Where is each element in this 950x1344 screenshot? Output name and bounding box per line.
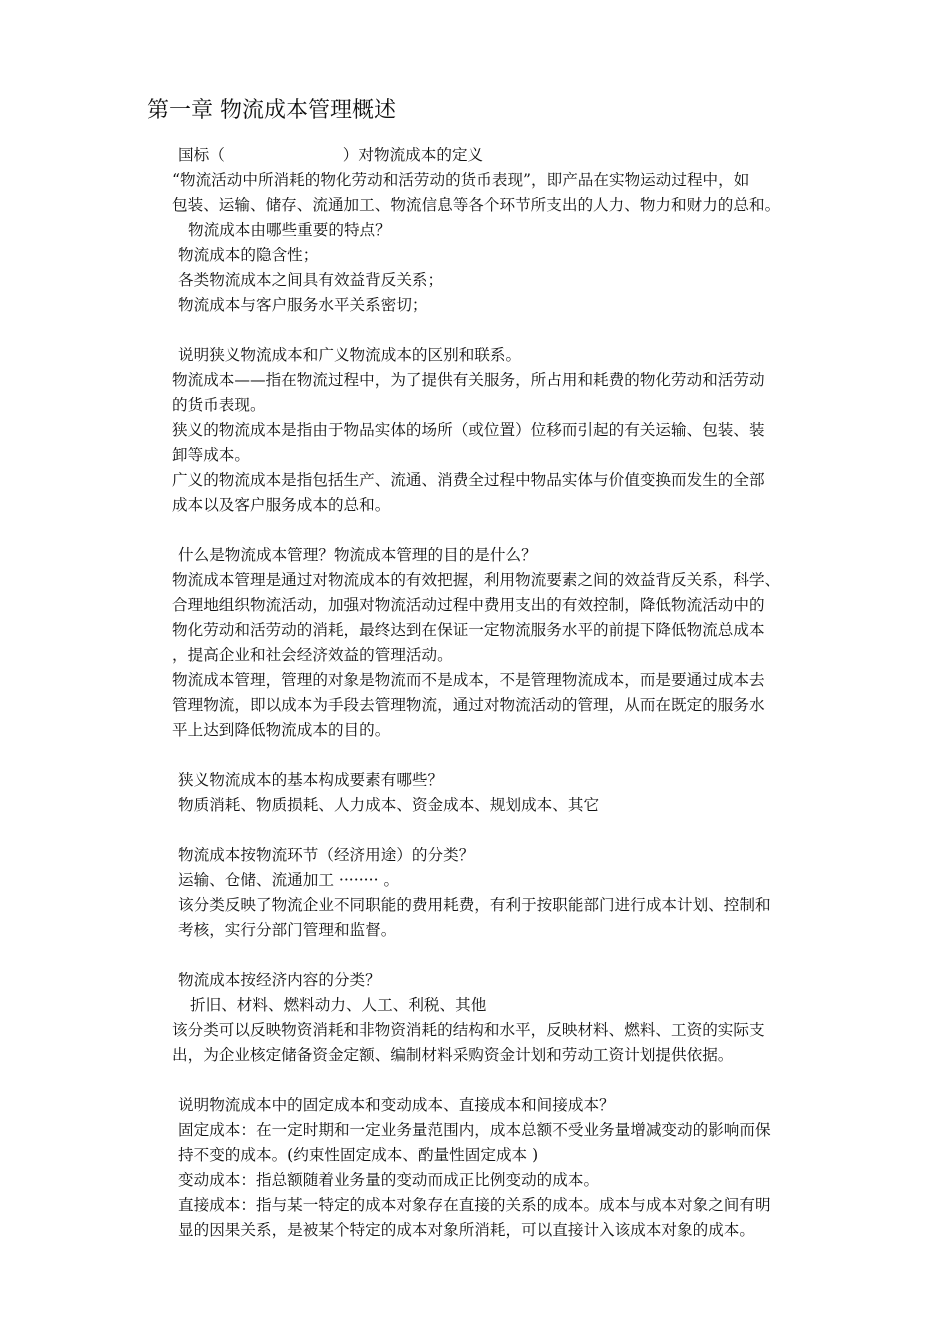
question-heading: 说明物流成本中的固定成本和变动成本、直接成本和间接成本？	[178, 1096, 615, 1114]
definition-heading-prefix: 国标（	[178, 146, 225, 164]
paragraph-line: 该分类反映了物流企业不同职能的费用耗费，有利于按职能部门进行成本计划、控制和	[178, 896, 771, 914]
paragraph-line: 成本以及客户服务成本的总和。	[172, 496, 391, 514]
paragraph-line: 出，为企业核定储备资金定额、编制材料采购资金计划和劳动工资计划提供依据。	[172, 1046, 734, 1064]
paragraph-line: 变动成本：指总额随着业务量的变动而成正比例变动的成本。	[178, 1171, 600, 1189]
paragraph-line: “物流活动中所消耗的物化劳动和活劳动的货币表现”，即产品在实物运动过程中，如	[172, 171, 750, 189]
paragraph-line: 折旧、材料、燃料动力、人工、利税、其他	[190, 996, 487, 1014]
paragraph-line: 物质消耗、物质损耗、人力成本、资金成本、规划成本、其它	[178, 796, 600, 814]
question-heading: 物流成本按物流环节（经济用途）的分类？	[178, 846, 475, 864]
paragraph-line: 包装、运输、储存、流通加工、物流信息等各个环节所支出的人力、物力和财力的总和。	[172, 196, 781, 214]
list-item: 物流成本的隐含性；	[178, 246, 319, 264]
paragraph-line: 固定成本：在一定时期和一定业务量范围内，成本总额不受业务量增减变动的影响而保	[178, 1121, 771, 1139]
paragraph-line: 广义的物流成本是指包括生产、流通、消费全过程中物品实体与价值变换而发生的全部	[172, 471, 765, 489]
question-heading: 说明狭义物流成本和广义物流成本的区别和联系。	[178, 346, 522, 364]
paragraph-line: 该分类可以反映物资消耗和非物资消耗的结构和水平，反映材料、燃料、工资的实际支	[172, 1021, 765, 1039]
question-heading: 物流成本按经济内容的分类？	[178, 971, 381, 989]
paragraph-line: 合理地组织物流活动，加强对物流活动过程中费用支出的有效控制，降低物流活动中的	[172, 596, 765, 614]
paragraph-line: 物流成本——指在物流过程中，为了提供有关服务，所占用和耗费的物化劳动和活劳动	[172, 371, 765, 389]
paragraph-line: 狭义的物流成本是指由于物品实体的场所（或位置）位移而引起的有关运输、包装、装	[172, 421, 765, 439]
definition-heading	[178, 143, 483, 168]
paragraph-line: 物流成本管理，管理的对象是物流而不是成本，不是管理物流成本，而是要通过成本去	[172, 671, 765, 689]
chapter-title: 第一章 物流成本管理概述	[147, 98, 396, 123]
list-item: 物流成本与客户服务水平关系密切；	[178, 296, 428, 314]
paragraph-line: 直接成本：指与某一特定的成本对象存在直接的关系的成本。成本与成本对象之间有明	[178, 1196, 771, 1214]
paragraph-line: ，提高企业和社会经济效益的管理活动。	[172, 646, 453, 664]
paragraph-line: 物流成本管理是通过对物流成本的有效把握，利用物流要素之间的效益背反关系，科学、	[172, 571, 781, 589]
paragraph-line: 管理物流，即以成本为手段去管理物流，通过对物流活动的管理，从而在既定的服务水	[172, 696, 765, 714]
paragraph-line: 运输、仓储、流通加工 ········ 。	[178, 871, 400, 889]
question-heading: 狭义物流成本的基本构成要素有哪些？	[178, 771, 444, 789]
paragraph-line: 的货币表现。	[172, 396, 266, 414]
paragraph-line: 物化劳动和活劳动的消耗，最终达到在保证一定物流服务水平的前提下降低物流总成本	[172, 621, 765, 639]
definition-heading-suffix: ）对物流成本的定义	[342, 146, 484, 164]
question-heading: 物流成本由哪些重要的特点？	[188, 221, 391, 239]
paragraph-line: 平上达到降低物流成本的目的。	[172, 721, 391, 739]
paragraph-line: 持不变的成本。(约束性固定成本、酌量性固定成本 )	[178, 1146, 539, 1164]
paragraph-line: 卸等成本。	[172, 446, 250, 464]
paragraph-line: 显的因果关系，是被某个特定的成本对象所消耗，可以直接计入该成本对象的成本。	[178, 1221, 755, 1239]
question-heading: 什么是物流成本管理？物流成本管理的目的是什么？	[178, 546, 537, 564]
list-item: 各类物流成本之间具有效益背反关系；	[178, 271, 444, 289]
paragraph-line: 考核，实行分部门管理和监督。	[178, 921, 397, 939]
